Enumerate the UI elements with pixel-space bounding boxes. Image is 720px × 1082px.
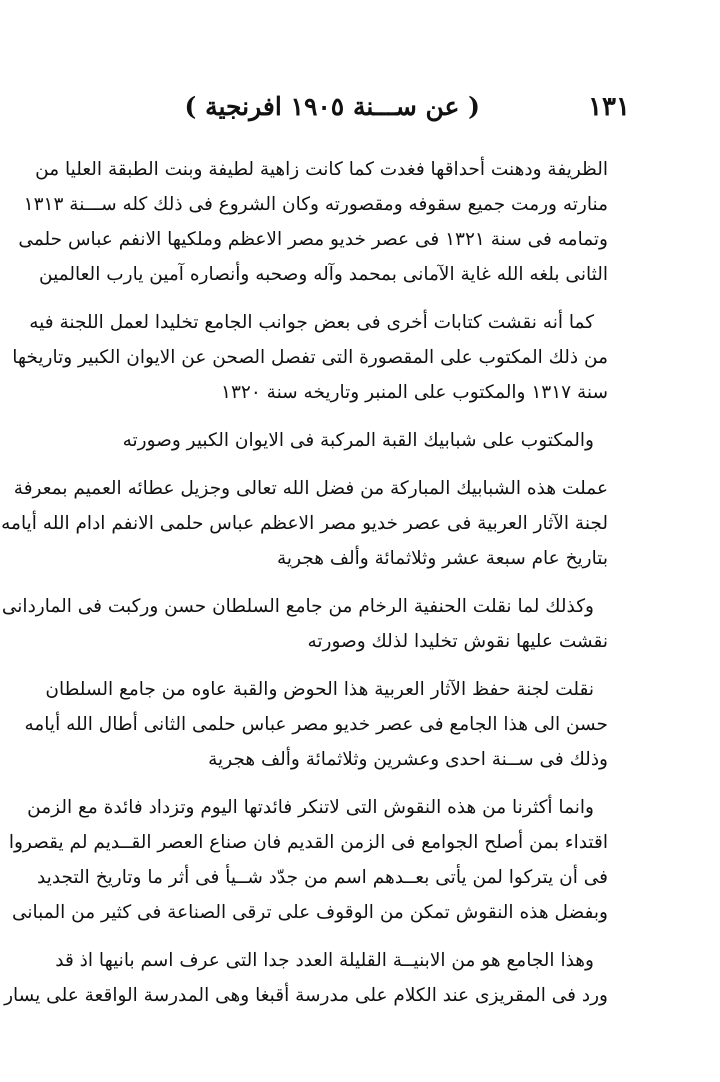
text-line: كما أنه نقشت كتابات أخرى فى بعض جوانب الجامع تخليدا لعمل اللجنة فيه bbox=[29, 312, 594, 333]
text-line: بتاريخ عام سبعة عشر وثلاثمائة وألف هجرية bbox=[277, 548, 608, 569]
page-number: ١٣١ bbox=[588, 92, 630, 122]
text-line: وانما أكثرنا من هذه النقوش التى لاتنكر فائدتها اليوم وتزداد فائدة مع الزمن bbox=[27, 797, 594, 818]
text-line: وتمامه فى سنة ١٣٢١ فى عصر خديو مصر الاعظم وملكيها الانفم عباس حلمى bbox=[18, 229, 608, 250]
paragraph bbox=[8, 790, 608, 930]
body-text bbox=[1, 152, 608, 1026]
text-line: وكذلك لما نقلت الحنفية الرخام من جامع السلطان حسن وركبت فى الماردانى bbox=[1, 596, 594, 617]
text-line: عملت هذه الشبابيك المباركة من فضل الله تعالى وجزيل عطائه العميم بمعرفة bbox=[13, 478, 608, 499]
paragraph bbox=[108, 423, 608, 458]
text-line: نقشت عليها نقوش تخليدا لذلك وصورته bbox=[307, 631, 608, 652]
text-line: وذلك فى ســنة احدى وعشرين وثلاثمائة وألف هجرية bbox=[208, 749, 608, 770]
paragraph bbox=[1, 589, 608, 659]
text-line: لجنة الآثار العربية فى عصر خديو مصر الاعظم عباس حلمى الانفم ادام الله أيامه bbox=[1, 513, 608, 534]
text-line: وبفضل هذه النقوش تمكن من الوقوف على ترقى الصناعة فى كثير من المبانى bbox=[11, 902, 608, 923]
text-line: الظريفة ودهنت أحداقها فغدت كما كانت زاهية لطيفة وبنت الطبقة العليا من bbox=[35, 159, 608, 180]
paragraph bbox=[18, 152, 608, 292]
text-line: الثانى بلغه الله غاية الآمانى بمحمد وآله وصحبه وأنصاره آمين يارب العالمين bbox=[39, 264, 608, 285]
text-line: سنة ١٣١٧ والمكتوب على المنبر وتاريخه سنة ١٣٢٠ bbox=[221, 382, 608, 403]
text-line: ورد فى المقريزى عند الكلام على مدرسة أقبغا وهى المدرسة الواقعة على يسار bbox=[4, 985, 608, 1006]
paragraph bbox=[12, 305, 608, 410]
paragraph bbox=[1, 471, 608, 576]
text-line: حسن الى هذا الجامع فى عصر خديو مصر عباس حلمى الثانى أطال الله أيامه bbox=[24, 714, 608, 735]
text-line: اقتداء بمن أصلح الجوامع فى الزمن القديم فان صناع العصر القــديم لم يقصروا bbox=[8, 832, 608, 853]
text-line: وهذا الجامع هو من الابنيــة القليلة العدد جدا التى عرف اسم بانيها اذ قد bbox=[55, 950, 594, 971]
text-line: نقلت لجنة حفظ الآثار العربية هذا الحوض والقبة عاوه من جامع السلطان bbox=[45, 679, 594, 700]
page-header bbox=[110, 88, 630, 128]
running-title: ( عن ســـنة ١٩٠٥ افرنجية ) bbox=[184, 92, 480, 121]
text-line: فى أن يتركوا لمن يأتى بعــدهم اسم من جدّد شــيأ فى أثر ما وتاريخ التجديد bbox=[36, 867, 608, 888]
text-line: من ذلك المكتوب على المقصورة التى تفصل الصحن عن الايوان الكبير وتاريخها bbox=[12, 347, 608, 368]
text-line: والمكتوب على شبابيك القبة المركبة فى الايوان الكبير وصورته bbox=[122, 430, 594, 451]
paragraph bbox=[24, 672, 608, 777]
text-line: منارته ورمت جميع سقوفه ومقصورته وكان الشروع فى ذلك كله ســـنة ١٣١٣ bbox=[23, 194, 608, 215]
paragraph bbox=[4, 943, 608, 1013]
